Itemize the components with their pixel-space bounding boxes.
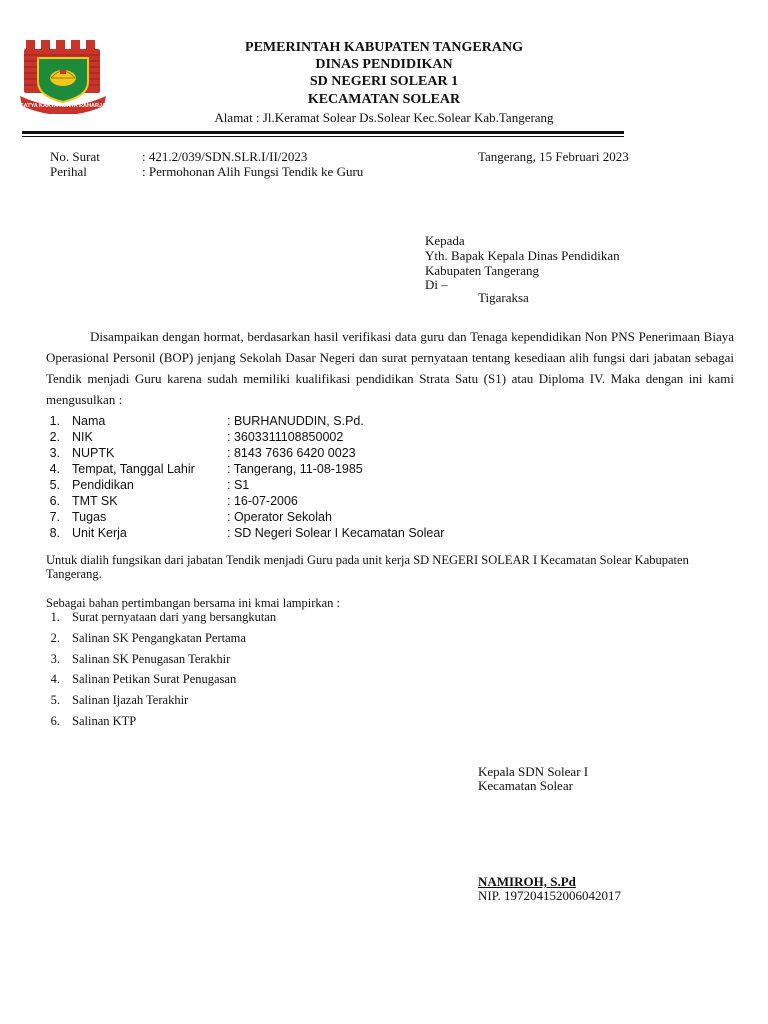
detail-label: Unit Kerja [72,526,127,540]
detail-value: : BURHANUDDIN, S.Pd. [227,414,364,428]
purpose-paragraph: Untuk dialih fungsikan dari jabatan Tendik menjadi Guru pada unit kerja SD NEGERI SOLEAR I Kecamatan Solear Kabupaten Tangerang. [46,553,689,581]
detail-label: Tempat, Tanggal Lahir [72,462,195,476]
subject-label: Perihal [50,164,87,179]
detail-value: : 16-07-2006 [227,494,298,508]
intro-paragraph: Disampaikan dengan hormat, berdasarkan hasil verifikasi data guru dan Tenaga kependidikan Non PNS Penerimaan Biaya Operasional Personil (BOP) jenjang Sekolah Dasar Negeri dan surat pernyataan tentang kesediaan alih fungsi dari jabatan sebagai Tendik menjadi Guru karena sudah memiliki kualifikasi pendidikan Strata Satu (S1) atau Diploma IV. Maka dengan ini kami mengusulkan : [46,329,734,407]
detail-label: Tugas [72,510,107,524]
attachment-number: 5. [50,693,60,708]
attachments-intro: Sebagai bahan pertimbangan bersama ini kmai lampirkan : [46,596,341,610]
attachment-number: 4. [50,672,60,687]
detail-value: : Tangerang, 11-08-1985 [227,462,363,476]
detail-label: Nama [72,414,106,428]
recipient-line-2: Yth. Bapak Kepala Dinas Pendidikan [425,248,620,263]
detail-value: : SD Negeri Solear I Kecamatan Solear [227,526,445,540]
recipient-line-4: Di – [425,277,448,292]
attachment-number: 3. [50,651,60,666]
attachment-text: Salinan KTP [72,714,137,728]
header-line-4: KECAMATAN SOLEAR [307,92,461,107]
detail-value: : S1 [227,478,250,492]
attachment-text: Salinan SK Penugasan Terakhir [72,651,231,666]
detail-number: 3. [49,446,60,460]
letter-number-value: : 421.2/039/SDN.SLR.I/II/2023 [142,149,308,164]
attachment-number: 6. [50,714,60,728]
recipient-line-3: Kabupaten Tangerang [425,263,539,278]
detail-number: 6. [49,494,60,508]
detail-label: NUPTK [72,446,115,460]
detail-label: NIK [72,430,93,444]
attachment-text: Surat pernyataan dari yang bersangkutan [72,610,277,624]
detail-value: : 3603311108850002 [227,430,344,444]
attachment-text: Salinan SK Pengangkatan Pertama [72,630,246,645]
place-date: Tangerang, 15 Februari 2023 [478,149,629,164]
letter-number-label: No. Surat [50,149,100,164]
signatory-name: NAMIROH, S.Pd [478,874,576,889]
detail-number: 1. [49,414,60,428]
recipient-line-1: Kepada [425,233,465,248]
attachments-list [46,609,446,739]
detail-number: 8. [49,526,60,540]
detail-label: TMT SK [72,494,118,508]
detail-label: Pendidikan [72,478,134,492]
detail-value: : Operator Sekolah [227,510,332,524]
letterhead-divider-thick [22,131,624,134]
letterhead-divider-thin [22,136,624,137]
applicant-details-list [46,413,606,543]
header-line-3: SD NEGERI SOLEAR 1 [309,74,459,89]
detail-number: 4. [49,462,60,476]
attachment-number: 2. [50,630,60,645]
attachment-text: Salinan Petikan Surat Penugasan [72,672,237,687]
detail-number: 5. [49,478,60,492]
logo-motto: SATYA KARYA KERTA RAHARJA [20,103,106,109]
detail-number: 2. [49,430,60,444]
detail-value: : 8143 7636 6420 0023 [227,446,356,460]
recipient-line-5: Tigaraksa [478,290,529,305]
subject-value: : Permohonan Alih Fungsi Tendik ke Guru [142,164,364,179]
signatory-title-1: Kepala SDN Solear I [478,764,589,779]
header-line-2: DINAS PENDIDIKAN [315,57,453,72]
address: Alamat : Jl.Keramat Solear Ds.Solear Kec.Solear Kab.Tangerang [214,110,554,125]
attachment-text: Salinan Ijazah Terakhir [72,693,189,708]
signatory-nip: NIP. 197204152006042017 [478,888,622,903]
attachment-number: 1. [50,610,60,624]
detail-number: 7. [49,510,60,524]
header-line-1: PEMERINTAH KABUPATEN TANGERANG [245,40,523,55]
signatory-title-2: Kecamatan Solear [478,778,573,793]
